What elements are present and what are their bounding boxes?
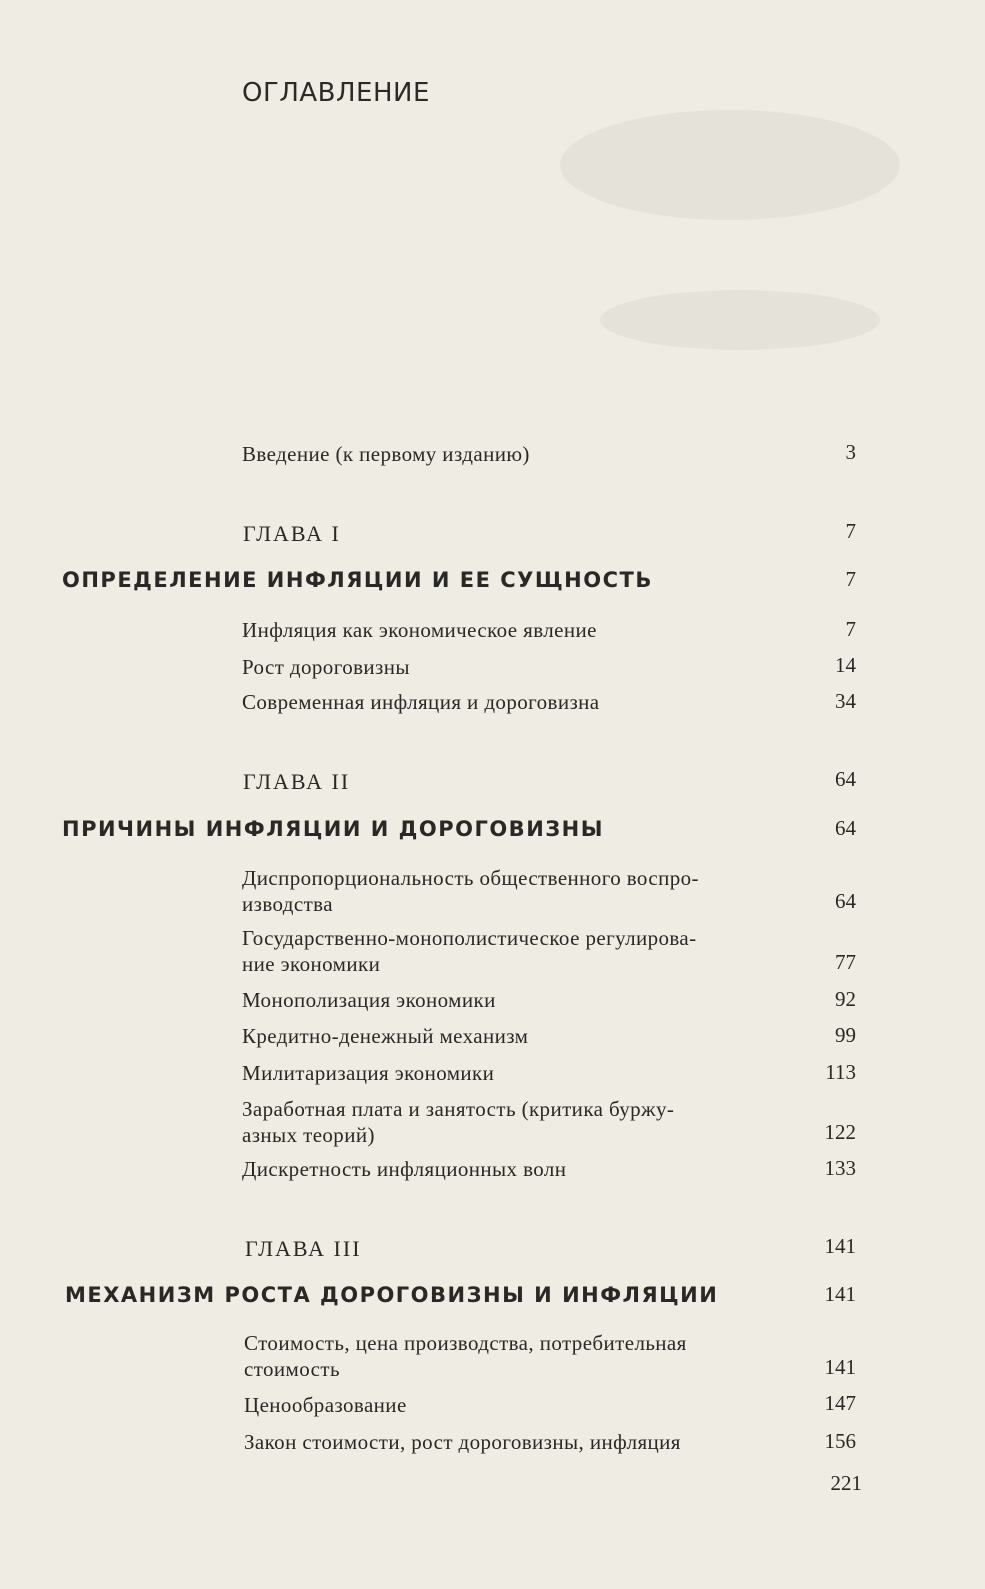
section-page-number: 147	[824, 1391, 856, 1415]
section-entry: Кредитно-денежный механизм	[242, 1024, 529, 1048]
intro-entry: Введение (к первому изданию)	[242, 442, 530, 466]
section-page-number: 14	[835, 653, 856, 677]
chapter-2-heading: ПРИЧИНЫ ИНФЛЯЦИИ И ДОРОГОВИЗНЫ	[62, 817, 605, 841]
section-entry: Государственно-монополистическое регулирова-	[242, 926, 697, 950]
section-entry: Дискретность инфляционных волн	[242, 1157, 567, 1181]
chapter-3-heading: МЕХАНИЗМ РОСТА ДОРОГОВИЗНЫ И ИНФЛЯЦИИ	[65, 1283, 719, 1307]
section-entry-continuation: ние экономики	[242, 952, 381, 976]
section-page-number: 113	[825, 1060, 856, 1084]
section-page-number: 156	[824, 1429, 856, 1453]
section-page-number: 92	[835, 987, 856, 1011]
section-entry: Милитаризация экономики	[242, 1061, 495, 1085]
section-page-number: 133	[824, 1156, 856, 1180]
section-entry: Диспропорциональность общественного воспро-	[242, 866, 699, 890]
section-entry-continuation: изводства	[242, 892, 333, 916]
section-page-number: 99	[835, 1023, 856, 1047]
chapter-3-label: ГЛАВА III	[245, 1236, 362, 1261]
section-page-number: 34	[835, 689, 856, 713]
intro-page-number: 3	[845, 440, 856, 464]
chapter-1-label-page: 7	[845, 519, 856, 543]
chapter-2-heading-page: 64	[835, 816, 856, 840]
section-entry: Монополизация экономики	[242, 988, 496, 1012]
page-title: ОГЛАВЛЕНИЕ	[242, 78, 430, 108]
chapter-2-label: ГЛАВА II	[243, 769, 351, 794]
chapter-1-label: ГЛАВА I	[243, 521, 341, 546]
chapter-3-heading-page: 141	[824, 1282, 856, 1306]
paper-stain	[560, 110, 900, 220]
chapter-2-label-page: 64	[835, 767, 856, 791]
section-entry: Закон стоимости, рост дороговизны, инфляция	[244, 1430, 681, 1454]
final-page-number: 221	[830, 1471, 862, 1495]
section-page-number: 7	[845, 617, 856, 641]
paper-stain	[600, 290, 880, 350]
section-page-number: 122	[824, 1120, 856, 1144]
section-entry: Ценообразование	[244, 1393, 407, 1417]
section-page-number: 77	[835, 950, 856, 974]
chapter-3-label-page: 141	[824, 1234, 856, 1258]
chapter-1-heading: ОПРЕДЕЛЕНИЕ ИНФЛЯЦИИ И ЕЕ СУЩНОСТЬ	[62, 568, 653, 592]
section-page-number: 64	[835, 889, 856, 913]
section-page-number: 141	[824, 1355, 856, 1379]
section-entry: Инфляция как экономическое явление	[242, 618, 597, 642]
chapter-1-heading-page: 7	[845, 567, 856, 591]
section-entry: Заработная плата и занятость (критика буржу-	[242, 1097, 675, 1121]
section-entry-continuation: стоимость	[244, 1357, 340, 1381]
section-entry-continuation: азных теорий)	[242, 1123, 375, 1147]
section-entry: Стоимость, цена производства, потребительная	[244, 1331, 687, 1355]
section-entry: Современная инфляция и дороговизна	[242, 690, 600, 714]
section-entry: Рост дороговизны	[242, 655, 410, 679]
